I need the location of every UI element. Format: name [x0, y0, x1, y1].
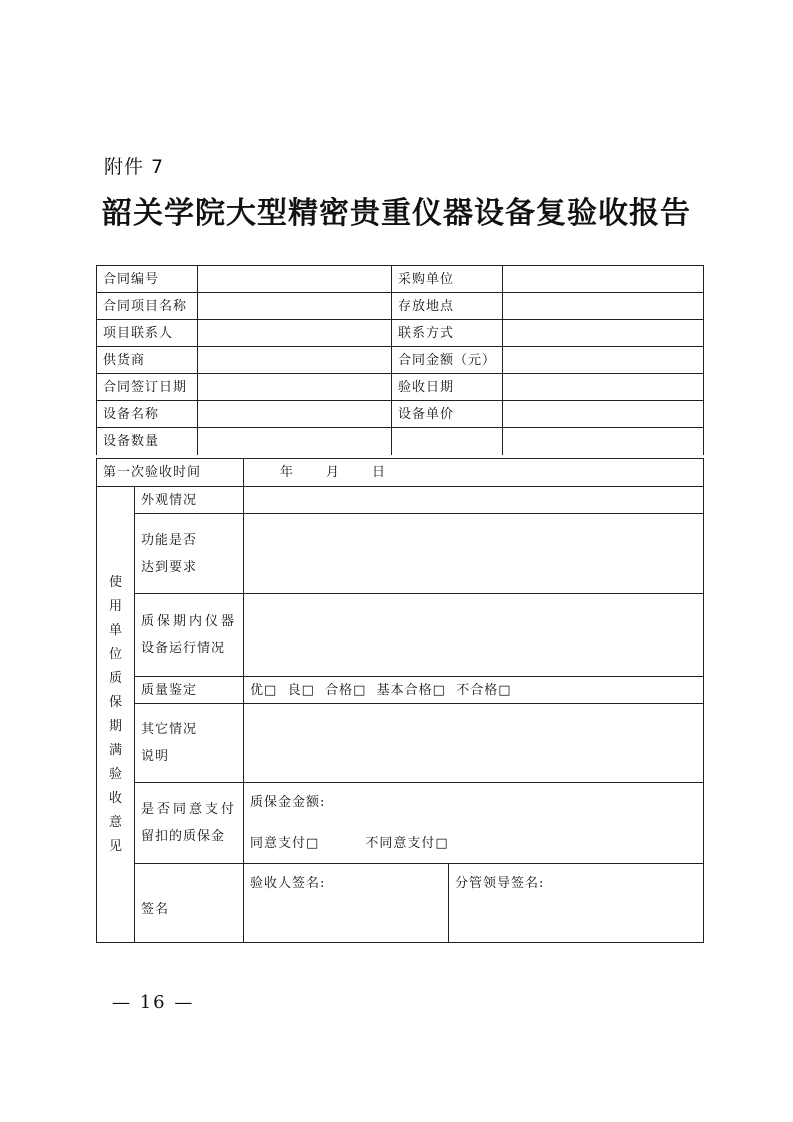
- info-value-field[interactable]: [198, 293, 392, 320]
- info-label: 存放地点: [392, 293, 503, 320]
- info-value-field[interactable]: [198, 266, 392, 293]
- first-inspection-date[interactable]: [244, 459, 704, 487]
- function-label: 功能是否 达到要求: [135, 514, 244, 594]
- info-label: 设备名称: [97, 401, 198, 428]
- info-label: 设备数量: [97, 428, 198, 455]
- appearance-row: [97, 487, 704, 514]
- other-field[interactable]: [244, 704, 704, 783]
- info-row: [97, 320, 704, 347]
- side-label-char: 满: [108, 742, 122, 758]
- contract-info-table: [96, 265, 704, 455]
- info-row: [97, 347, 704, 374]
- deposit-row: [97, 783, 704, 864]
- info-label: [392, 428, 503, 455]
- date-day: 日: [372, 465, 387, 480]
- appearance-field[interactable]: [244, 487, 704, 514]
- quality-label: 质量鉴定: [135, 677, 244, 704]
- side-label-char: 保: [108, 694, 122, 710]
- info-value-field[interactable]: [198, 401, 392, 428]
- side-label-char: 用: [108, 598, 122, 614]
- annex-label: 附件 7: [104, 156, 165, 178]
- quality-row: [97, 677, 704, 704]
- sign-label: 签名: [135, 864, 244, 943]
- function-row: [97, 514, 704, 594]
- info-value-field[interactable]: [503, 293, 704, 320]
- deposit-field: [244, 783, 704, 864]
- side-label-char: 期: [108, 718, 122, 734]
- info-row: [97, 401, 704, 428]
- info-value-field[interactable]: [198, 347, 392, 374]
- warranty-label: 质保期内仪器 设备运行情况: [135, 594, 244, 677]
- info-label: 联系方式: [392, 320, 503, 347]
- side-label-char: 收: [108, 790, 122, 806]
- deposit-label: 是否同意支付 留扣的质保金: [135, 783, 244, 864]
- warranty-field[interactable]: [244, 594, 704, 677]
- info-label: 设备单价: [392, 401, 503, 428]
- other-row: [97, 704, 704, 783]
- info-label: 合同项目名称: [97, 293, 198, 320]
- date-month: 月: [326, 465, 341, 480]
- side-label-warranty-opinion: [97, 487, 135, 943]
- info-row: [97, 266, 704, 293]
- first-inspection-label: 第一次验收时间: [97, 459, 244, 487]
- inspector-sign-field[interactable]: 验收人签名:: [244, 864, 449, 943]
- side-label-char: 验: [108, 766, 122, 782]
- disagree-pay-checkbox[interactable]: 不同意支付□: [365, 836, 449, 851]
- info-value-field[interactable]: [503, 266, 704, 293]
- leader-sign-field[interactable]: 分管领导签名:: [449, 864, 704, 943]
- side-label-char: 质: [108, 670, 122, 686]
- info-row: [97, 374, 704, 401]
- warranty-row: [97, 594, 704, 677]
- info-value-field[interactable]: [503, 428, 704, 455]
- info-label: 验收日期: [392, 374, 503, 401]
- info-value-field[interactable]: [198, 320, 392, 347]
- side-label-char: 使: [108, 574, 122, 590]
- info-value-field[interactable]: [503, 347, 704, 374]
- info-value-field[interactable]: [503, 374, 704, 401]
- info-label: 合同金额（元）: [392, 347, 503, 374]
- info-value-field[interactable]: [198, 428, 392, 455]
- agree-pay-checkbox[interactable]: 同意支付□: [250, 836, 320, 851]
- signature-row: [97, 864, 704, 943]
- first-inspection-row: [97, 459, 704, 487]
- info-label: 项目联系人: [97, 320, 198, 347]
- side-label-char: 意: [108, 814, 122, 830]
- info-label: 合同签订日期: [97, 374, 198, 401]
- deposit-amount-label: 质保金金额:: [250, 795, 326, 810]
- side-label-char: 见: [108, 838, 122, 854]
- side-label-char: 单: [108, 622, 122, 638]
- page-number: — 16 —: [112, 992, 195, 1013]
- info-label: 供货商: [97, 347, 198, 374]
- info-row: [97, 428, 704, 455]
- info-row: [97, 293, 704, 320]
- appearance-label: 外观情况: [135, 487, 244, 514]
- info-label: 合同编号: [97, 266, 198, 293]
- inspection-table: [96, 458, 704, 943]
- info-value-field[interactable]: [503, 320, 704, 347]
- info-value-field[interactable]: [503, 401, 704, 428]
- info-label: 采购单位: [392, 266, 503, 293]
- page-title: 韶关学院大型精密贵重仪器设备复验收报告: [102, 196, 691, 231]
- side-label-char: 位: [108, 646, 122, 662]
- other-label: 其它情况 说明: [135, 704, 244, 783]
- date-year: 年: [280, 465, 295, 480]
- info-value-field[interactable]: [198, 374, 392, 401]
- quality-options[interactable]: 优□ 良□ 合格□ 基本合格□ 不合格□: [244, 677, 704, 704]
- function-field[interactable]: [244, 514, 704, 594]
